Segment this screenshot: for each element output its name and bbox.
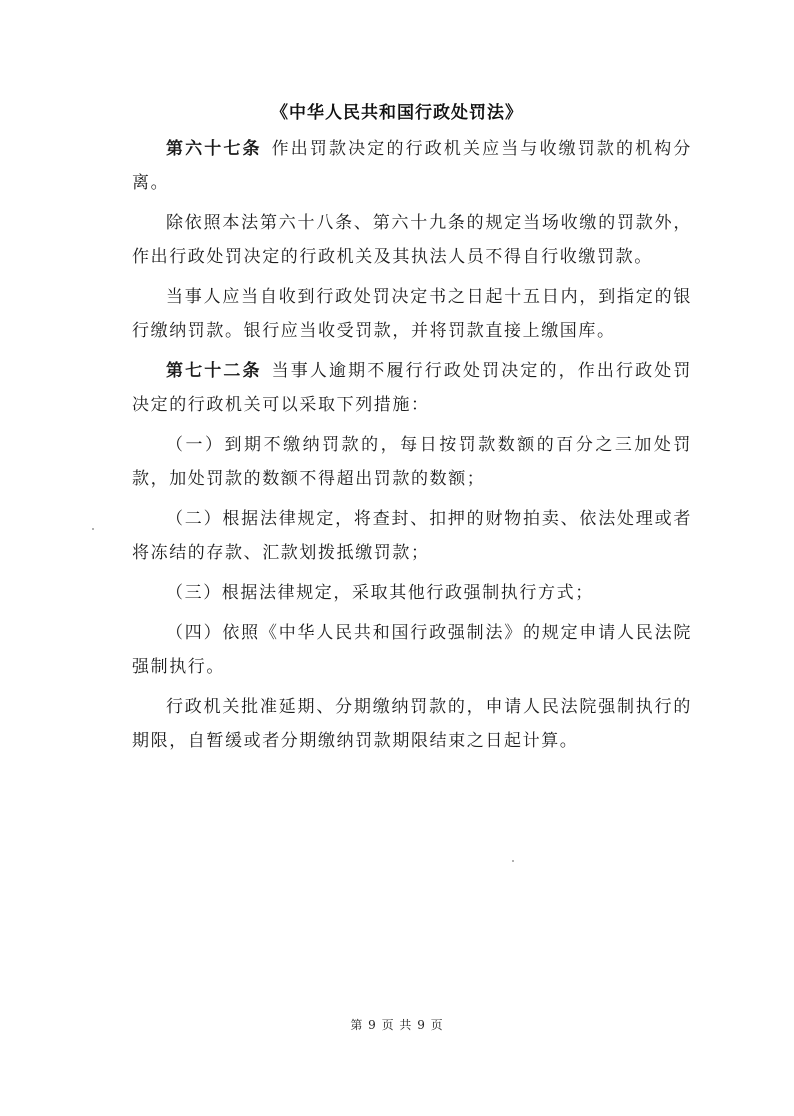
paragraph (132, 616, 692, 684)
document-title: 《中华人民共和国行政处罚法》 (271, 103, 523, 123)
paragraph-text: 除依照本法第六十八条、第六十九条的规定当场收缴的罚款外，作出行政处罚决定的行政机关及其执法人员不得自行收缴罚款。 (132, 213, 692, 267)
scan-speck (512, 860, 514, 862)
paragraph (132, 354, 692, 422)
paragraph (132, 132, 692, 200)
document-body (132, 132, 692, 758)
paragraph-text: （四）依照《中华人民共和国行政强制法》的规定申请人民法院强制执行。 (132, 623, 692, 677)
paragraph (132, 690, 692, 758)
paragraph-text: （三）根据法律规定，采取其他行政强制执行方式； (166, 583, 594, 603)
paragraph-text: （二）根据法律规定，将查封、扣押的财物拍卖、依法处理或者将冻结的存款、汇款划拨抵缴罚款； (132, 509, 692, 563)
paragraph (132, 280, 692, 348)
paragraph-text: 行政机关批准延期、分期缴纳罚款的，申请人民法院强制执行的期限，自暂缓或者分期缴纳罚款期限结束之日起计算。 (132, 697, 692, 751)
page-number-footer: 第 9 页 共 9 页 (350, 1018, 444, 1032)
article-number: 第六十七条 (166, 139, 262, 159)
paragraph-text: 当事人逾期不履行行政处罚决定的，作出行政处罚决定的行政机关可以采取下列措施： (132, 361, 692, 415)
paragraph-text: 作出罚款决定的行政机关应当与收缴罚款的机构分离。 (132, 139, 692, 193)
article-number: 第七十二条 (166, 361, 262, 381)
paragraph-text: （一）到期不缴纳罚款的，每日按罚款数额的百分之三加处罚款，加处罚款的数额不得超出罚款的数额； (132, 435, 692, 489)
paragraph (132, 576, 692, 610)
paragraph (132, 502, 692, 570)
scan-speck (92, 528, 94, 530)
paragraph (132, 428, 692, 496)
paragraph-text: 当事人应当自收到行政处罚决定书之日起十五日内，到指定的银行缴纳罚款。银行应当收受罚款，并将罚款直接上缴国库。 (132, 287, 692, 341)
paragraph (132, 206, 692, 274)
